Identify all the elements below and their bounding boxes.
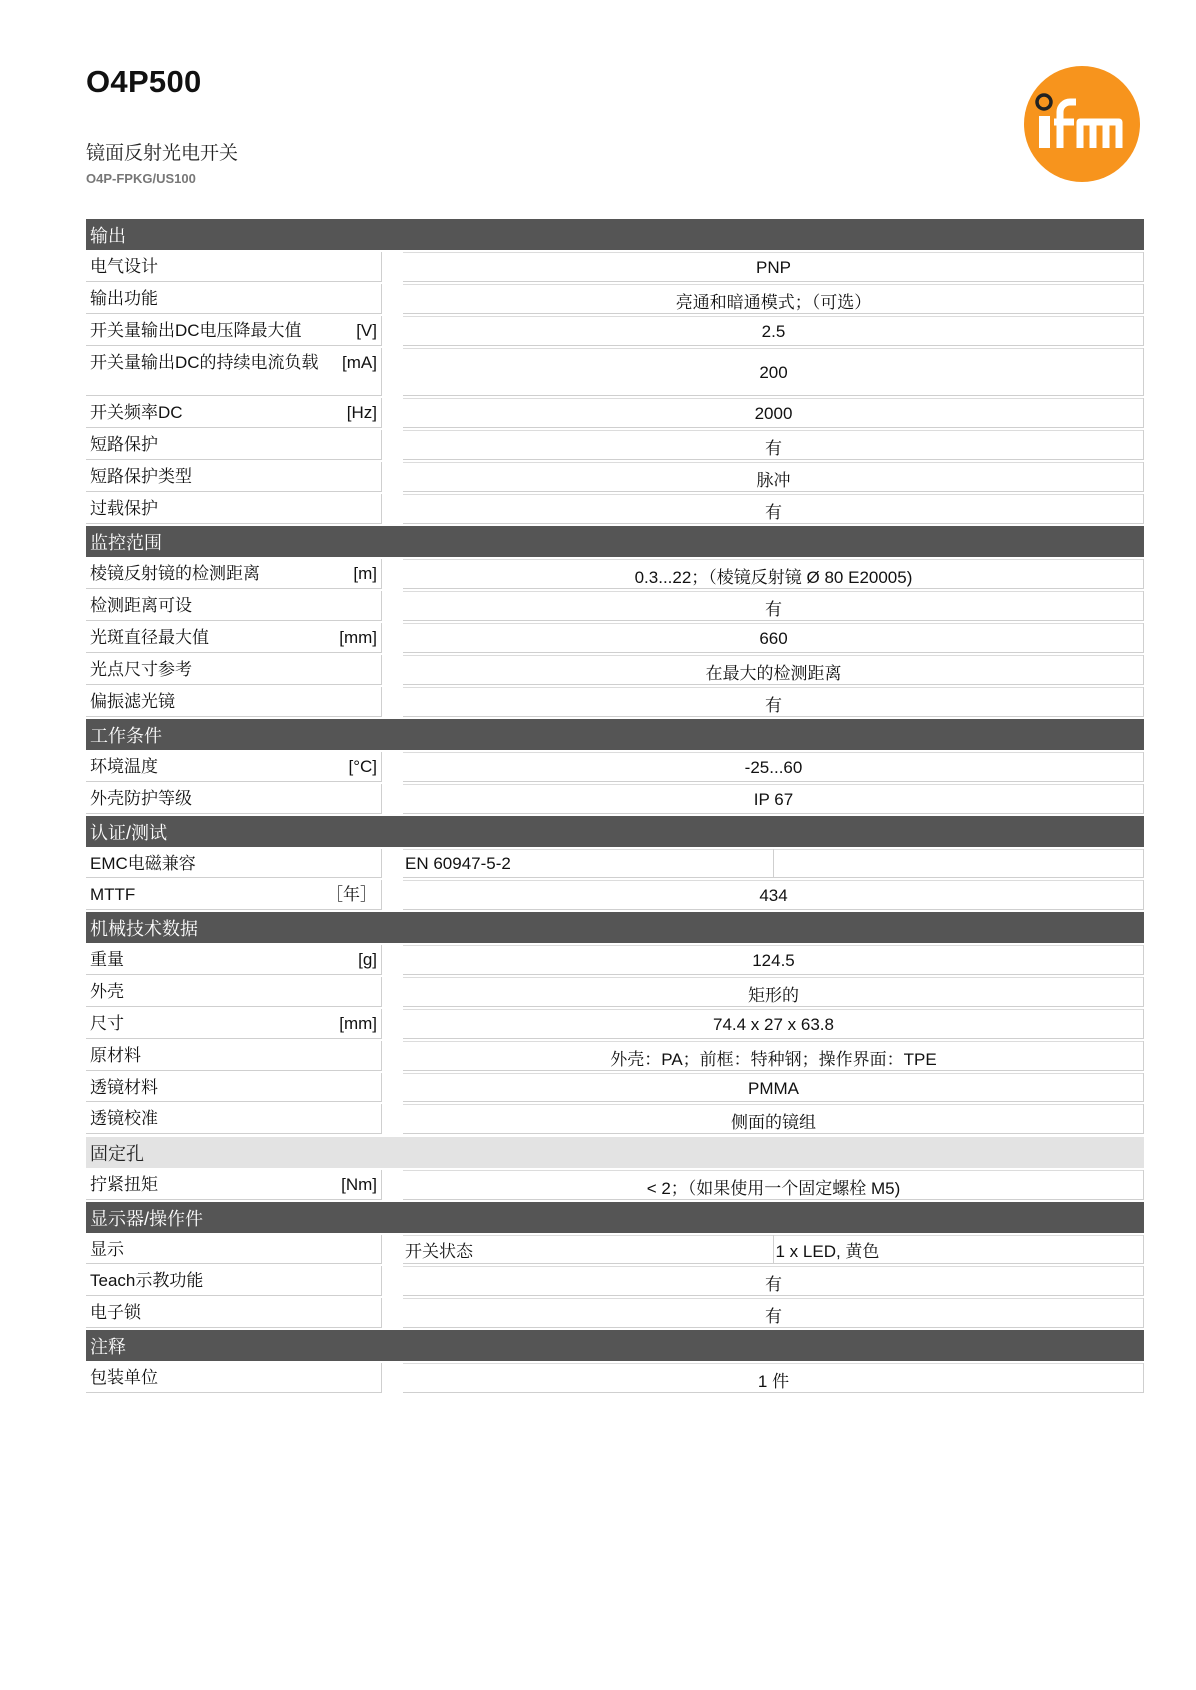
- spec-row: [86, 1170, 1144, 1200]
- spec-value: 有: [403, 591, 1144, 621]
- spec-row: [86, 1266, 1144, 1296]
- spec-row: [86, 752, 1144, 782]
- spec-label: MTTF ［年］: [86, 880, 382, 910]
- spec-label: 重量 [g]: [86, 945, 382, 975]
- spec-row: [86, 1363, 1144, 1393]
- spec-value: 2.5: [403, 316, 1144, 346]
- section-approvals: 认证/测试: [86, 816, 1144, 847]
- spec-value: 1 件: [403, 1363, 1144, 1393]
- spec-value: < 2；（如果使用一个固定螺栓 M5): [403, 1170, 1144, 1200]
- spec-label: 短路保护: [86, 430, 382, 460]
- spec-label: 原材料: [86, 1041, 382, 1071]
- spec-value: 外壳：PA；前框：特种钢；操作界面：TPE: [403, 1041, 1144, 1071]
- spec-value-empty: [774, 849, 1145, 878]
- spec-label: 偏振滤光镜: [86, 687, 382, 717]
- spec-value: 有: [403, 1298, 1144, 1328]
- spec-label: 过载保护: [86, 494, 382, 524]
- spec-label: 光斑直径最大值 [mm]: [86, 623, 382, 653]
- spec-label: 透镜材料: [86, 1073, 382, 1102]
- spec-row: [86, 430, 1144, 460]
- spec-label: 拧紧扭矩 [Nm]: [86, 1170, 382, 1200]
- spec-value: 124.5: [403, 945, 1144, 975]
- spec-value: IP 67: [403, 784, 1144, 814]
- spec-label: 外壳: [86, 977, 382, 1007]
- spec-row: [86, 348, 1144, 396]
- spec-value: EN 60947-5-2: [403, 849, 774, 878]
- spec-row: [86, 977, 1144, 1007]
- spec-value: 亮通和暗通模式；（可选）: [403, 284, 1144, 314]
- spec-row: [86, 1104, 1144, 1134]
- spec-value: 开关状态: [403, 1235, 774, 1264]
- product-code: O4P-FPKG/US100: [86, 171, 196, 186]
- spec-row: [86, 462, 1144, 492]
- spec-label: 检测距离可设: [86, 591, 382, 621]
- spec-value: 有: [403, 430, 1144, 460]
- spec-row: [86, 284, 1144, 314]
- spec-value: 矩形的: [403, 977, 1144, 1007]
- spec-row: [86, 655, 1144, 685]
- spec-row: [86, 398, 1144, 428]
- spec-row: [86, 1009, 1144, 1039]
- product-subtitle: 镜面反射光电开关: [86, 143, 239, 164]
- spec-value: 74.4 x 27 x 63.8: [403, 1009, 1144, 1039]
- section-output: 输出: [86, 219, 1144, 250]
- spec-row: [86, 1041, 1144, 1071]
- spec-row: [86, 849, 1144, 878]
- spec-label: 开关频率DC [Hz]: [86, 398, 382, 428]
- spec-label: 包装单位: [86, 1363, 382, 1393]
- spec-label: EMC电磁兼容: [86, 849, 382, 878]
- ifm-logo: [1022, 64, 1142, 184]
- spec-label: 显示: [86, 1235, 382, 1264]
- spec-value: 2000: [403, 398, 1144, 428]
- spec-label: 输出功能: [86, 284, 382, 314]
- spec-row: [86, 1073, 1144, 1102]
- spec-value: 在最大的检测距离: [403, 655, 1144, 685]
- product-title: O4P500: [86, 64, 202, 99]
- spec-value: 0.3...22；（棱镜反射镜 Ø 80 E20005): [403, 559, 1144, 589]
- spec-row: [86, 784, 1144, 814]
- spec-label: 电气设计: [86, 252, 382, 282]
- spec-value: 有: [403, 494, 1144, 524]
- spec-label: 光点尺寸参考: [86, 655, 382, 685]
- spec-row: [86, 591, 1144, 621]
- spec-row: [86, 623, 1144, 653]
- spec-row: [86, 687, 1144, 717]
- spec-value: 660: [403, 623, 1144, 653]
- spec-table: [86, 219, 1144, 1395]
- spec-row: [86, 252, 1144, 282]
- spec-label: 环境温度 [°C]: [86, 752, 382, 782]
- spec-value: 434: [403, 880, 1144, 910]
- section-display: 显示器/操作件: [86, 1202, 1144, 1233]
- spec-label: 开关量输出DC电压降最大值 [V]: [86, 316, 382, 346]
- section-remarks: 注释: [86, 1330, 1144, 1361]
- spec-label: 电子锁: [86, 1298, 382, 1328]
- spec-label: 棱镜反射镜的检测距离 [m]: [86, 559, 382, 589]
- spec-value: PMMA: [403, 1073, 1144, 1102]
- spec-row: [86, 559, 1144, 589]
- section-mounting: 固定孔: [86, 1137, 1144, 1168]
- spec-value: 侧面的镜组: [403, 1104, 1144, 1134]
- spec-row: [86, 1235, 1144, 1264]
- section-mechanical: 机械技术数据: [86, 912, 1144, 943]
- spec-label: 尺寸 [mm]: [86, 1009, 382, 1039]
- spec-label: 透镜校准: [86, 1104, 382, 1134]
- spec-label: 短路保护类型: [86, 462, 382, 492]
- spec-value: PNP: [403, 252, 1144, 282]
- spec-label: 开关量输出DC的持续电流负载 [mA]: [86, 348, 382, 396]
- spec-row: [86, 945, 1144, 975]
- spec-value: 1 x LED, 黄色: [774, 1235, 1145, 1264]
- spec-value: 有: [403, 687, 1144, 717]
- spec-row: [86, 880, 1144, 910]
- spec-value: 200: [403, 348, 1144, 396]
- section-operating: 工作条件: [86, 719, 1144, 750]
- spec-label: Teach示教功能: [86, 1266, 382, 1296]
- spec-label: 外壳防护等级: [86, 784, 382, 814]
- spec-value: 脉冲: [403, 462, 1144, 492]
- spec-row: [86, 316, 1144, 346]
- spec-value: -25...60: [403, 752, 1144, 782]
- spec-value: 有: [403, 1266, 1144, 1296]
- spec-row: [86, 494, 1144, 524]
- spec-row: [86, 1298, 1144, 1328]
- section-monitoring: 监控范围: [86, 526, 1144, 557]
